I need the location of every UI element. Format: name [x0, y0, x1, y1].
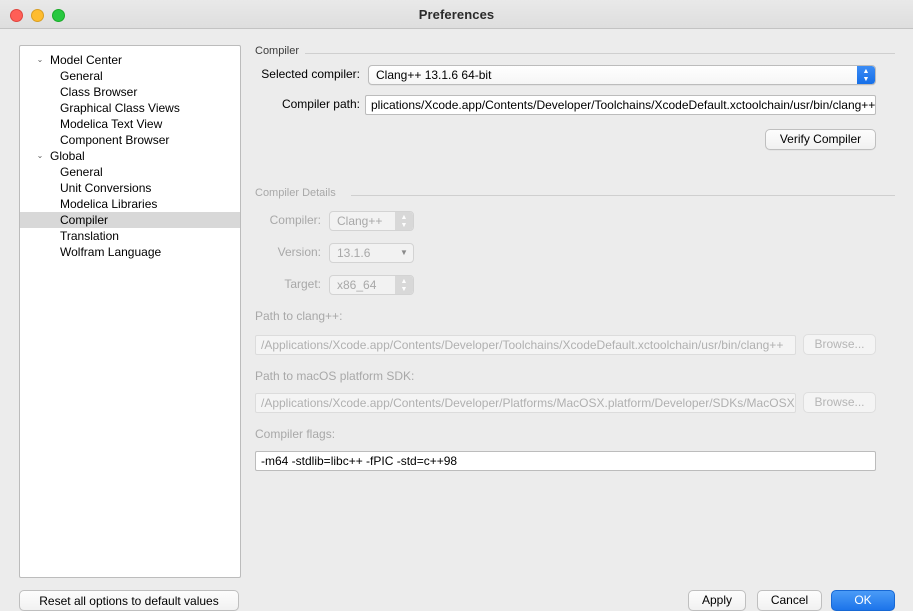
sidebar-item-compiler[interactable]	[20, 212, 240, 228]
ok-button[interactable]: OK	[831, 590, 895, 611]
selected-compiler-dropdown[interactable]	[368, 65, 876, 85]
compiler-group-title: Compiler	[255, 45, 304, 57]
compiler-details-group-divider	[351, 195, 895, 196]
sidebar-item-label: Graphical Class Views	[60, 101, 180, 115]
window-titlebar	[0, 0, 913, 29]
browse-sdk-button[interactable]: Browse...	[803, 392, 876, 413]
compiler-flags-label: Compiler flags:	[255, 427, 336, 441]
compiler-group	[255, 45, 895, 173]
sidebar-item-wolfram-language[interactable]	[20, 244, 240, 260]
sidebar-item-label: Modelica Libraries	[60, 197, 158, 211]
window-content	[0, 29, 913, 607]
chevron-updown-icon: ▲ ▼	[857, 66, 875, 84]
path-to-clang-field[interactable]	[255, 335, 796, 355]
sidebar-item-label: Modelica Text View	[60, 117, 163, 131]
chevron-down-icon[interactable]: ⌄	[36, 55, 44, 64]
reset-all-options-button[interactable]: Reset all options to default values	[19, 590, 239, 611]
selected-compiler-label: Selected compiler:	[261, 67, 360, 81]
sidebar-item-general-global[interactable]	[20, 164, 240, 180]
chevron-updown-icon: ▲ ▼	[395, 212, 413, 230]
cancel-button[interactable]: Cancel	[757, 590, 822, 611]
chevron-down-icon: ▼	[400, 248, 408, 257]
compiler-flags-field[interactable]	[255, 451, 876, 471]
preferences-tree	[20, 46, 240, 260]
compiler-path-field[interactable]	[365, 95, 876, 115]
sidebar-item-label: Global	[50, 149, 85, 163]
sidebar-item-class-browser[interactable]	[20, 84, 240, 100]
compiler-group-divider	[305, 53, 895, 54]
verify-compiler-button[interactable]: Verify Compiler	[765, 129, 876, 150]
sidebar-item-label: Unit Conversions	[60, 181, 152, 195]
chevron-updown-icon: ▲ ▼	[395, 276, 413, 294]
sidebar-item-label: Component Browser	[60, 133, 170, 147]
sidebar-item-label: Translation	[60, 229, 119, 243]
compiler-label: Compiler:	[269, 213, 321, 227]
compiler-flags-value: -m64 -stdlib=libc++ -fPIC -std=c++98	[261, 454, 458, 468]
selected-compiler-value: Clang++ 13.1.6 64-bit	[376, 68, 492, 82]
path-to-clang-value: /Applications/Xcode.app/Contents/Developer/Toolchains/XcodeDefault.xctoolchain/usr/bin/clang++	[261, 338, 784, 352]
sidebar-item-label: Class Browser	[60, 85, 138, 99]
path-to-sdk-value: /Applications/Xcode.app/Contents/Developer/Platforms/MacOSX.platform/Developer/SDKs/MacOSX	[261, 396, 795, 410]
path-to-sdk-label: Path to macOS platform SDK:	[255, 369, 415, 383]
sidebar-item-modelica-text-view[interactable]	[20, 116, 240, 132]
version-label: Version:	[277, 245, 321, 259]
target-dropdown[interactable]	[329, 275, 414, 295]
version-dropdown[interactable]	[329, 243, 414, 263]
compiler-dropdown[interactable]	[329, 211, 414, 231]
sidebar-item-general-mc[interactable]	[20, 68, 240, 84]
sidebar-item-global[interactable]	[20, 148, 240, 164]
compiler-details-group	[255, 187, 895, 487]
sidebar-item-component-browser[interactable]	[20, 132, 240, 148]
compiler-preferences-pane	[255, 45, 895, 487]
close-button-icon[interactable]	[10, 9, 23, 22]
window-title: Preferences	[418, 6, 495, 22]
sidebar-item-label: Wolfram Language	[60, 245, 162, 259]
zoom-button-icon[interactable]	[52, 9, 65, 22]
compiler-path-value: plications/Xcode.app/Contents/Developer/Toolchains/XcodeDefault.xctoolchain/usr/bin/clang++	[371, 98, 876, 112]
target-value: x86_64	[337, 278, 377, 292]
sidebar-item-graphical-class-views[interactable]	[20, 100, 240, 116]
sidebar-item-translation[interactable]	[20, 228, 240, 244]
sidebar-item-label: Model Center	[50, 53, 123, 67]
compiler-details-group-title: Compiler Details	[255, 187, 341, 199]
compiler-path-label: Compiler path:	[281, 97, 360, 111]
path-to-sdk-field[interactable]	[255, 393, 796, 413]
sidebar-item-label: Compiler	[60, 213, 109, 227]
sidebar-item-label: General	[60, 69, 103, 83]
path-to-clang-label: Path to clang++:	[255, 309, 343, 323]
version-value: 13.1.6	[337, 246, 371, 260]
chevron-down-icon[interactable]: ⌄	[36, 151, 44, 160]
target-label: Target:	[284, 277, 321, 291]
sidebar-item-unit-conversions[interactable]	[20, 180, 240, 196]
minimize-button-icon[interactable]	[31, 9, 44, 22]
apply-button[interactable]: Apply	[688, 590, 746, 611]
traffic-light-buttons	[10, 9, 65, 22]
compiler-value: Clang++	[337, 214, 383, 228]
sidebar-item-model-center[interactable]	[20, 52, 240, 68]
sidebar-item-modelica-libraries[interactable]	[20, 196, 240, 212]
sidebar-item-label: General	[60, 165, 103, 179]
preferences-sidebar[interactable]	[19, 45, 241, 578]
browse-clang-button[interactable]: Browse...	[803, 334, 876, 355]
